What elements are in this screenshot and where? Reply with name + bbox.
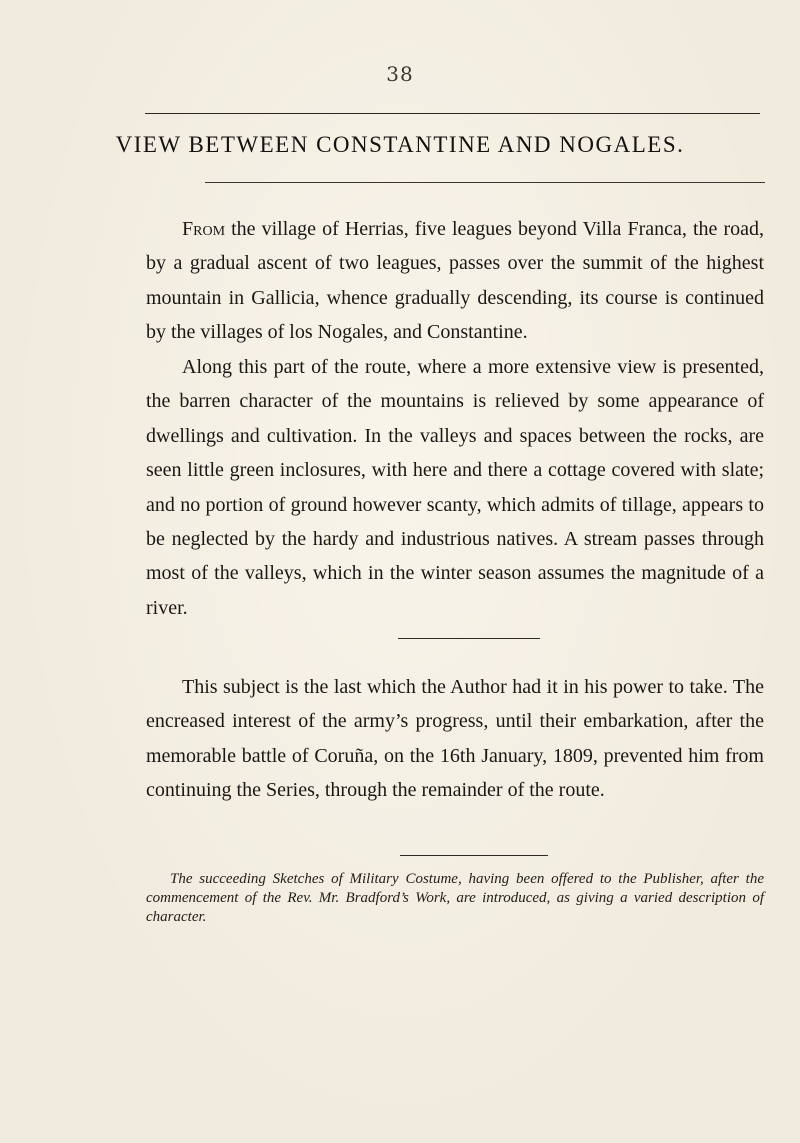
paragraph-2-text: Along this part of the route, where a more extensive view is presented, the barren character of the mountains is relieved by some appearance of dwellings and cultivation. In the valleys and spaces between the rocks, are seen little green inclosures, with here and there a cottage covered with slate; and no portion of ground however scanty, which admits of tillage, appears to be neglected by the hardy and industrious natives. A stream passes through most of the valleys, which in the winter season assumes the magnitude of a river.: [146, 356, 764, 619]
footnote: [146, 870, 764, 927]
paragraph-2: [146, 350, 764, 625]
heading-rule: [205, 182, 765, 183]
section-divider-1: [398, 638, 540, 639]
paragraph-3: [146, 670, 764, 808]
paragraph-1-text: the village of Herrias, five leagues beyond Villa Franca, the road, by a gradual ascent of two leagues, passes over the summit of the highest mountain in Gallicia, whence gradually descending, its course is continued by the villages of los Nogales, and Constantine.: [146, 218, 764, 344]
footnote-text: The succeeding Sketches of Military Costume, having been offered to the Publisher, after the commencement of the Rev. Mr. Bradford’s Work, are introduced, as giving a varied description of character.: [146, 871, 764, 925]
page-number: 38: [386, 62, 414, 86]
section-divider-2: [400, 855, 548, 856]
top-rule: [145, 113, 760, 114]
paragraph-3-text: This subject is the last which the Author had it in his power to take. The encreased interest of the army’s progress, until their embarkation, after the memorable battle of Coruña, on the 16th January, 1809, prevented him from continuing the Series, through the remainder of the route.: [146, 676, 764, 802]
page-title: VIEW BETWEEN CONSTANTINE AND NOGALES.: [115, 132, 685, 157]
paragraph-1: [146, 212, 764, 350]
paragraph-1-lead: From: [182, 218, 226, 240]
